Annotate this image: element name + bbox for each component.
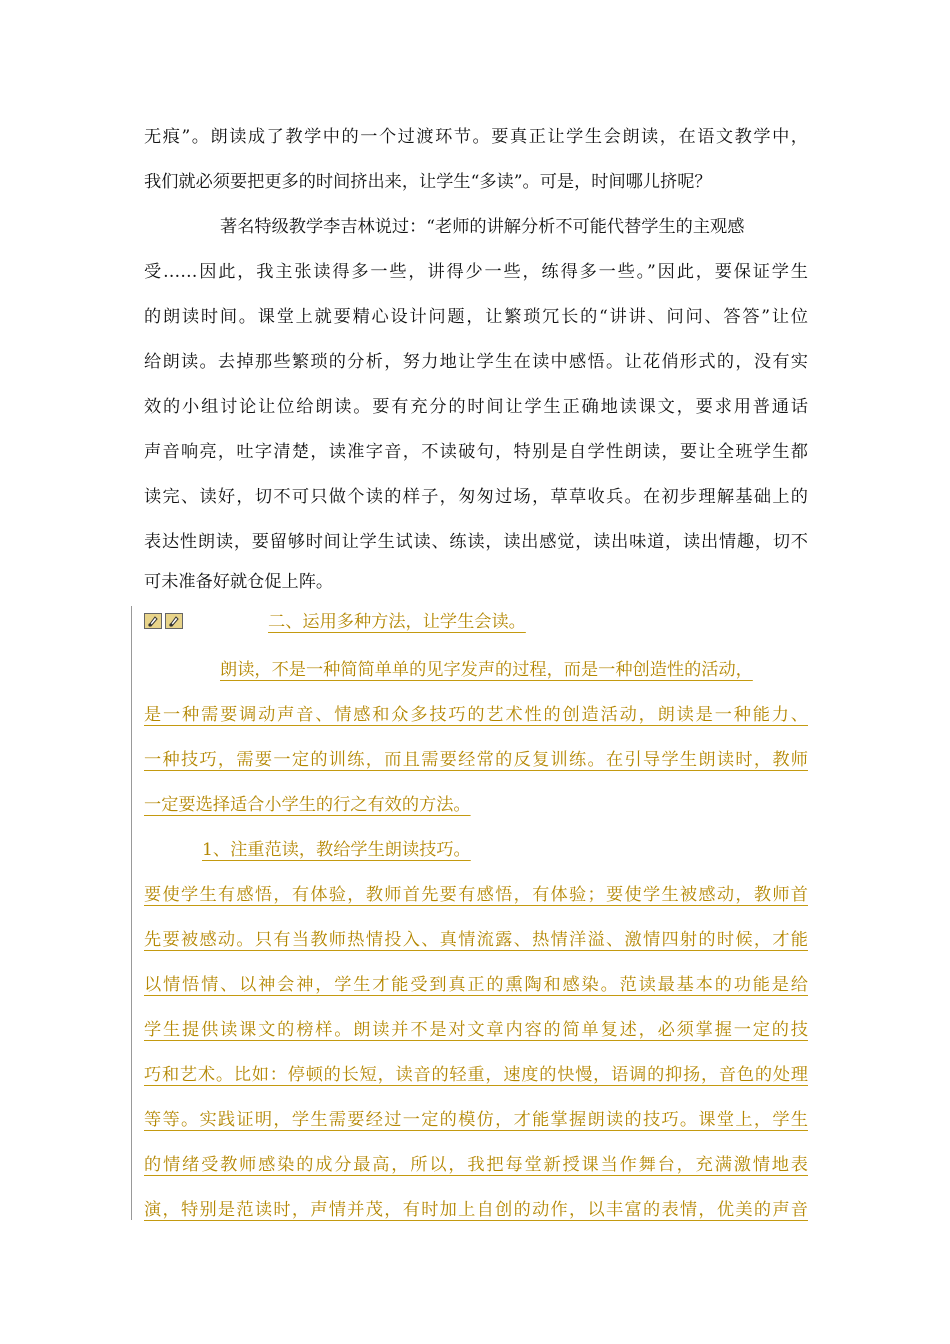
revised-line: 的情绪受教师感染的成分最高，所以，我把每堂新授课当作舞台，充满激情地表 [144,1155,808,1175]
revised-line: 等等。实践证明，学生需要经过一定的模仿，才能掌握朗读的技巧。课堂上，学生 [144,1110,808,1130]
text-line: 无痕”。朗读成了教学中的一个过渡环节。要真正让学生会朗读，在语文教学中， [144,127,808,147]
text-line: 受……因此，我主张读得多一些，讲得少一些，练得多一些。”因此，要保证学生 [144,262,808,282]
revised-line: 以情悟情、以神会神，学生才能受到真正的熏陶和感染。范读最基本的功能是给 [144,975,808,995]
revised-line: 学生提供读课文的榜样。朗读并不是对文章内容的简单复述，必须掌握一定的技 [144,1020,808,1040]
revised-line: 巧和艺术。比如：停顿的长短，读音的轻重，速度的快慢，语调的抑扬，音色的处理 [144,1065,808,1085]
revised-line: 先要被感动。只有当教师热情投入、真情流露、热情洋溢、激情四射的时候，才能 [144,930,808,950]
revised-subheading: 1、注重范读，教给学生朗读技巧。 [202,840,471,860]
revised-line: 演，特别是范读时，声情并茂，有时加上自创的动作，以丰富的表情，优美的声音 [144,1200,808,1220]
text-line: 的朗读时间。课堂上就要精心设计问题，让繁琐冗长的“讲讲、问问、答答”让位 [144,307,808,327]
revision-markers [144,613,183,631]
text-line: 声音响亮，吐字清楚，读准字音，不读破句，特别是自学性朗读，要让全班学生都 [144,442,808,462]
revised-line: 一种技巧，需要一定的训练，而且需要经常的反复训练。在引导学生朗读时，教师 [144,750,808,770]
text-line: 可未准备好就仓促上阵。 [144,572,334,592]
text-line: 表达性朗读，要留够时间让学生试读、练读，读出感觉，读出味道，读出情趣，切不 [144,532,808,552]
text-line: 读完、读好，切不可只做个读的样子，匆匆过场，草草收兵。在初步理解基础上的 [144,487,808,507]
revised-heading [192,607,544,637]
revision-change-bar [131,606,132,1220]
revised-line: 朗读，不是一种简简单单的见字发声的过程，而是一种创造性的活动， [220,660,753,680]
revision-marker-icon[interactable] [144,613,162,629]
revised-line: 是一种需要调动声音、情感和众多技巧的艺术性的创造活动，朗读是一种能力、 [144,705,808,725]
text-line: 给朗读。去掉那些繁琐的分析，努力地让学生在读中感悟。让花俏形式的，没有实 [144,352,808,372]
text-line: 效的小组讨论让位给朗读。要有充分的时间让学生正确地读课文，要求用普通话 [144,397,808,417]
text-line: 著名特级教学李吉林说过：“老师的讲解分析不可能代替学生的主观感 [220,217,745,237]
text-line: 我们就必须要把更多的时间挤出来，让学生“多读”。可是，时间哪儿挤呢？ [144,172,712,192]
heading-text: 二、运用多种方法，让学生会读。 [268,612,526,632]
revised-line: 要使学生有感悟，有体验，教师首先要有感悟，有体验；要使学生被感动，教师首 [144,885,808,905]
revised-line: 一定要选择适合小学生的行之有效的方法。 [144,795,471,815]
revision-marker-icon[interactable] [165,613,183,629]
